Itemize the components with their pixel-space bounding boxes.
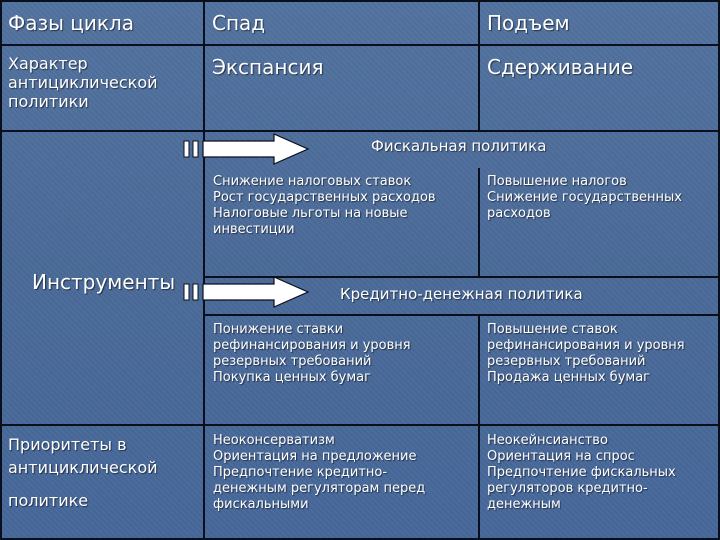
column-divider bbox=[478, 168, 480, 276]
priorities-label-line2: антициклической bbox=[8, 458, 158, 477]
phases-label: Фазы цикла bbox=[8, 11, 134, 35]
fiscal-recession-measures: Снижение налоговых ставок Рост государственных расходов Налоговые льготы на новые инвестиции bbox=[213, 174, 436, 237]
priorities-recession: Неоконсерватизм Ориентация на предложение Предпочтение кредитно- денежным регуляторам перед фискальными bbox=[213, 433, 426, 512]
monetary-recovery-measures: Повышение ставок рефинансирования и уровня резервных требований Продажа ценных бумаг bbox=[487, 322, 685, 385]
policy-character-label: Характер антициклической политики bbox=[8, 54, 158, 111]
priorities-recovery: Неокейнсианство Ориентация на спрос Предпочтение фискальных регуляторов кредитно- денежным bbox=[487, 433, 676, 512]
recovery-heading: Подъем bbox=[487, 11, 570, 35]
table-border-left bbox=[0, 0, 2, 540]
fiscal-policy-title: Фискальная политика bbox=[371, 137, 547, 155]
column-divider bbox=[203, 0, 205, 540]
priorities-label-line3: политике bbox=[8, 491, 89, 510]
recession-heading: Спад bbox=[212, 11, 266, 35]
priorities-label-line1: Приоритеты в bbox=[8, 435, 127, 454]
monetary-policy-title: Кредитно-денежная политика bbox=[340, 285, 583, 303]
monetary-arrow-icon bbox=[182, 276, 312, 310]
row-divider bbox=[0, 130, 720, 132]
fiscal-arrow-icon bbox=[182, 133, 312, 167]
fiscal-recovery-measures: Повышение налогов Снижение государственных расходов bbox=[487, 174, 682, 221]
policy-recession-value: Экспансия bbox=[212, 55, 324, 79]
row-divider bbox=[0, 424, 720, 426]
table-border-top bbox=[0, 0, 720, 2]
row-divider bbox=[0, 44, 720, 46]
monetary-recession-measures: Понижение ставки рефинансирования и уровня резервных требований Покупка ценных бумаг bbox=[213, 322, 411, 385]
policy-recovery-value: Сдерживание bbox=[487, 55, 634, 79]
row-divider bbox=[205, 314, 720, 316]
column-divider bbox=[478, 314, 480, 540]
instruments-label: Инструменты bbox=[32, 270, 176, 294]
column-divider bbox=[478, 0, 480, 130]
